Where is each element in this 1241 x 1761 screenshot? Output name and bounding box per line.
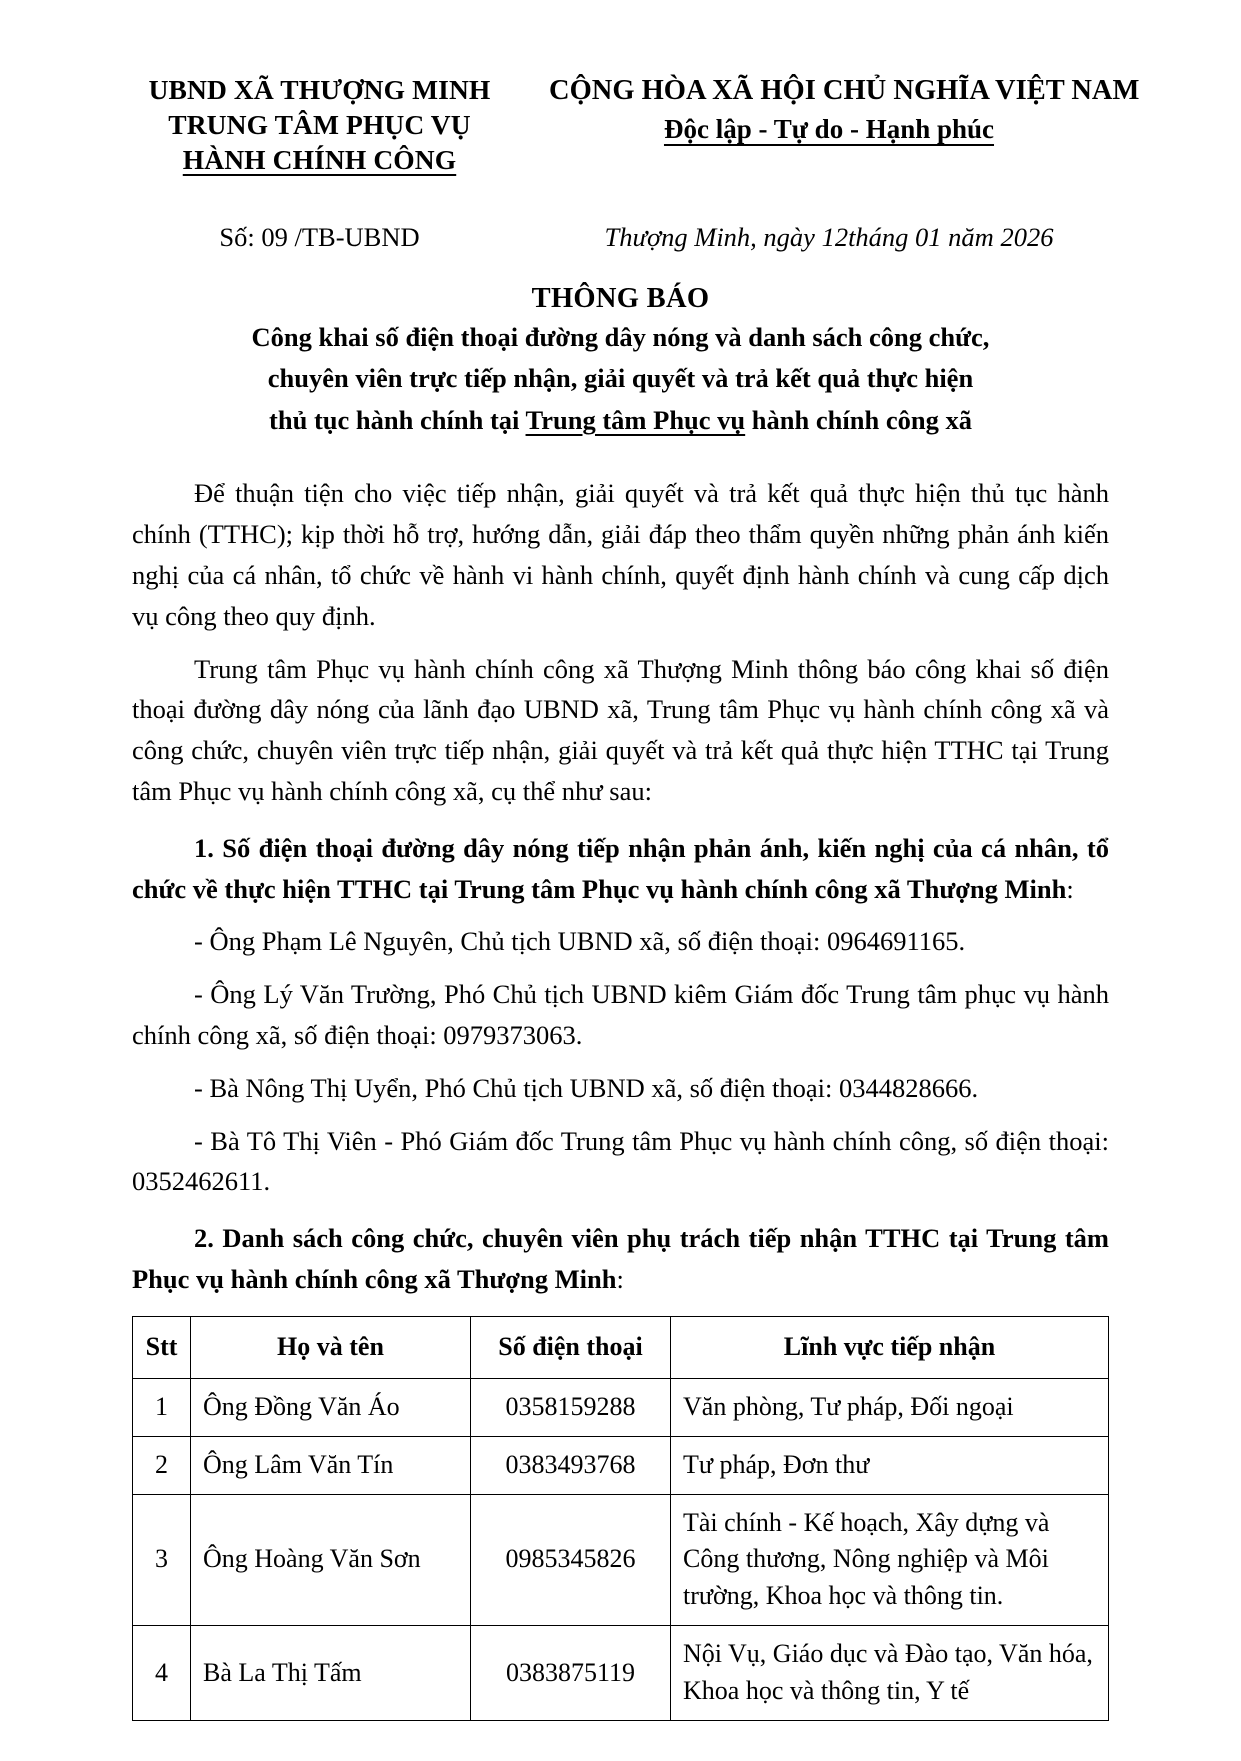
column-header-phone: Số điện thoại: [471, 1316, 671, 1378]
table-row: [133, 1436, 1109, 1494]
document-subject-line-1: Công khai số điện thoại đường dây nóng và danh sách công chức,: [251, 321, 990, 352]
organization-line-2: TRUNG TÂM PHỤC VỤ: [168, 109, 471, 141]
hotline-item-2: - Ông Lý Văn Trường, Phó Chủ tịch UBND kiêm Giám đốc Trung tâm phục vụ hành chính công xã, số điện thoại: 0979373063.: [132, 979, 1109, 1050]
cell-name: Bà La Thị Tấm: [191, 1626, 471, 1721]
section-1-heading: [132, 828, 1109, 910]
cell-field: Văn phòng, Tư pháp, Đối ngoại: [671, 1378, 1109, 1436]
section-2-heading: [132, 1218, 1109, 1300]
column-header-field: Lĩnh vực tiếp nhận: [671, 1316, 1109, 1378]
body-paragraph-2: Trung tâm Phục vụ hành chính công xã Thượng Minh thông báo công khai số điện thoại đường dây nóng của lãnh đạo UBND xã, Trung tâm Phục vụ hành chính công xã và công chức, chuyên viên trực tiếp nhận, giải quyết và trả kết quả thực hiện TTHC tại Trung tâm Phục vụ hành chính công xã, cụ thể như sau:: [132, 653, 1109, 807]
table-header-row: [133, 1316, 1109, 1378]
cell-phone: 0383493768: [471, 1436, 671, 1494]
nation-title: CỘNG HÒA XÃ HỘI CHỦ NGHĨA VIỆT NAM: [549, 75, 1140, 106]
cell-stt: 4: [133, 1626, 191, 1721]
cell-name: Ông Hoàng Văn Sơn: [191, 1494, 471, 1626]
table-row: [133, 1494, 1109, 1626]
section-2-heading-colon: :: [616, 1263, 624, 1294]
document-subject-line-3: [132, 402, 1109, 440]
cell-stt: 3: [133, 1494, 191, 1626]
organization-line-1: UBND XÃ THƯỢNG MINH: [148, 74, 491, 105]
national-heading-block: [549, 72, 1140, 147]
subject-line-3-suffix: hành chính công xã: [745, 404, 972, 435]
document-body: [132, 473, 1109, 1721]
section-1-heading-colon: :: [1066, 873, 1074, 904]
section-1-heading-text: 1. Số điện thoại đường dây nóng tiếp nhận phản ánh, kiến nghị của cá nhân, tổ chức về thực hiện TTHC tại Trung tâm Phục vụ hành chính công xã Thượng Minh: [132, 832, 1109, 904]
organization-line-3-text: HÀNH CHÍNH CÔNG: [182, 144, 457, 176]
staff-contact-table: [132, 1316, 1109, 1721]
cell-name: Ông Đồng Văn Áo: [191, 1378, 471, 1436]
cell-stt: 2: [133, 1436, 191, 1494]
cell-phone: 0985345826: [471, 1494, 671, 1626]
table-row: [133, 1378, 1109, 1436]
cell-phone: 0358159288: [471, 1378, 671, 1436]
subject-line-3-prefix: thủ tục hành chính tại: [269, 404, 526, 435]
issuing-organization-block: [132, 72, 507, 178]
column-header-name: Họ và tên: [191, 1316, 471, 1378]
cell-stt: 1: [133, 1378, 191, 1436]
document-subject-line-2: chuyên viên trực tiếp nhận, giải quyết và trả kết quả thực hiện: [267, 363, 974, 394]
cell-name: Ông Lâm Văn Tín: [191, 1436, 471, 1494]
place-and-date: Thượng Minh, ngày 12tháng 01 năm 2026: [604, 221, 1054, 252]
organization-line-3: [132, 142, 507, 177]
document-number: Số: 09 /TB-UBND: [219, 221, 420, 252]
cell-field: Tài chính - Kế hoạch, Xây dựng và Công thương, Nông nghiệp và Môi trường, Khoa học và thông tin.: [671, 1494, 1109, 1626]
table-header: [133, 1316, 1109, 1378]
column-header-stt: Stt: [133, 1316, 191, 1378]
hotline-item-3: - Bà Nông Thị Uyển, Phó Chủ tịch UBND xã, số điện thoại: 0344828666.: [194, 1072, 979, 1103]
title-block: [132, 283, 1109, 440]
national-motto: [549, 111, 1109, 147]
cell-field: Nội Vụ, Giáo dục và Đào tạo, Văn hóa, Khoa học và thông tin, Y tế: [671, 1626, 1109, 1721]
table-row: [133, 1626, 1109, 1721]
cell-field: Tư pháp, Đơn thư: [671, 1436, 1109, 1494]
subject-line-3-underlined: Trung tâm Phục vụ: [525, 404, 746, 435]
body-paragraph-1: Để thuận tiện cho việc tiếp nhận, giải quyết và trả kết quả thực hiện thủ tục hành chính (TTHC); kịp thời hỗ trợ, hướng dẫn, giải đáp theo thẩm quyền những phản ánh kiến nghị của cá nhân, tổ chức về hành vi hành chính, quyết định hành chính và cung cấp dịch vụ công theo quy định.: [132, 478, 1109, 631]
hotline-item-1: - Ông Phạm Lê Nguyên, Chủ tịch UBND xã, số điện thoại: 0964691165.: [194, 926, 966, 957]
hotline-item-4: - Bà Tô Thị Viên - Phó Giám đốc Trung tâm Phục vụ hành chính công, số điện thoại: 0352462611.: [132, 1125, 1109, 1197]
national-motto-text: Độc lập - Tự do - Hạnh phúc: [663, 114, 995, 145]
cell-phone: 0383875119: [471, 1626, 671, 1721]
document-type-title: THÔNG BÁO: [531, 282, 710, 314]
number-and-date-row: [132, 222, 1109, 253]
table-body: [133, 1378, 1109, 1720]
document-header: [132, 72, 1140, 178]
section-2-heading-text: 2. Danh sách công chức, chuyên viên phụ trách tiếp nhận TTHC tại Trung tâm Phục vụ hành chính công xã Thượng Minh: [132, 1223, 1109, 1294]
